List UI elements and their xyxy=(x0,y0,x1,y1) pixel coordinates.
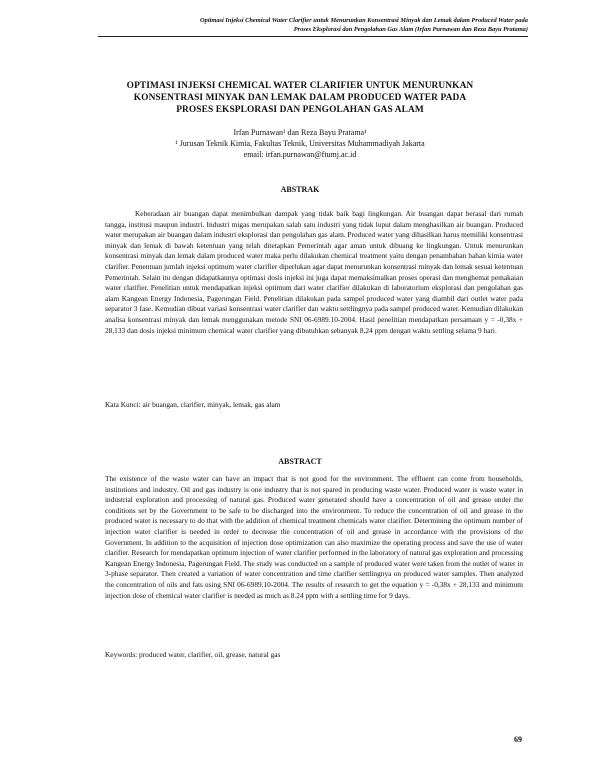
page-number: 69 xyxy=(514,735,522,744)
paper-title-line-1: OPTIMASI INJEKSI CHEMICAL WATER CLARIFIER UNTUK MENURUNKAN xyxy=(126,81,474,91)
paper-title xyxy=(90,80,510,116)
running-header-line-1: Optimasi Injeksi Chemical Water Clarifier untuk Menurunkan Konsentrasi Minyak dan Lemak dalam Produced Water pada xyxy=(200,17,528,24)
abstrak-paragraph: Keberadaan air buangan dapat menimbulkan dampak yang tidak baik bagi lingkungan. Air buangan dapat berasal dari rumah tangga, institusi maupun industri. Industri migas merupakan salah satu industri yang tidak luput dalam menghasilkan air buangan. Produced water merupakan air buangan dalam industri eksplorasi dan pengolahan gas alam. Produced water yang dihasilkan harus memiliki konsentrasi minyak dan lemak di bawah ketentuan yang telah ditetapkan Pemerintah agar aman untuk dibuang ke lingkungan. Untuk menurunkan konsentrasi minyak dan lemak dalam produced water maka perlu dilakukan chemical treatment yaitu dengan penambahan bahan kimia water clarifier. Penentuan jumlah injeksi optimum water clarifier diperlukan agar dapat menurunkan konsentrasi minyak dan lemak sesuai ketentuan Pemerintah. Selain itu dengan didapatkannya optimasi dosis injeksi ini juga dapat memaksimalkan proses operasi dan menghemat pemakaian water clarifier. Penelitian untuk mendapatkan injeksi optimum dari water clarifier dilakukan di laboratorium eksplorasi dan pengolahan gas alam Kangean Energy Indonesia, Pagerungan Field. Penelitian dilakukan pada sampel produced water yang diambil dari outlet water pada separator 3 fase. Kemudian dibuat variasi konsentrasi water clarifier dan waktu settlingnya pada sampel produced water. Kemudian dilakukan analisa konsentrasi minyak dan lemak menggunakan metode SNI 06-6989.10-2004. Hasil penelitian mendapatkan persamaan y = -0,38x + 28,133 dan dosis injeksi minimum chemical water clarifier yang dibutuhkan sebanyak 8,24 ppm dengan waktu settling selama 9 hari. xyxy=(105,209,523,335)
abstract-paragraph: The existence of the waste water can have an impact that is not good for the environment. The effluent can come from households, institutions and industry. Oil and gas industry is one industry that is not spared in producing waste water. Produced water is waste water in industrial exploration and processing of natural gas. Produced water generated should have a concentration of oil and grease under the conditions set by the Government to be safe to be discharged into the environment. To reduce the concentration of oil and grease in the produced water is necessary to do that with the addition of chemical treatment chemicals water clarifier. Determining the optimum number of injection water clarifier is needed in order to decrease the concentration of oil and grease in accordance with the provisions of the Government. In addition to the acquisition of injection dose optimization can also maximize the operating process and save the use of water clarifier. Research for mendapatkan optimum injection of water clarifier performed in the laboratory of natural gas exploration and processing Kangean Energy Indonesia, Pagerungan Field. The study was conducted on a sample of produced water were taken from the outlet of water in 3-phase separator. Then created a variation of water concentration and time clarifier settlingnya on produced water samples. Then analyzed the concentration of oils and fats using SNI 06-6989.10-2004. The results of research to get the equation y = -0,38x + 28,133 and minimum injection dose of chemical water clarifier is needed as much as 8.24 ppm with a settling time for 9 days. xyxy=(105,474,523,600)
paper-title-line-3: PROSES EKSPLORASI DAN PENGOLAHAN GAS ALAM xyxy=(176,105,424,115)
author-email: email: irfan.purnawan@ftumj.ac.id xyxy=(243,150,357,159)
keywords-en: Keywords: produced water, clarifier, oil, grease, natural gas xyxy=(105,650,281,659)
abstract-body xyxy=(105,474,523,601)
paper-title-line-2: KONSENTRASI MINYAK DAN LEMAK DALAM PRODUCED WATER PADA xyxy=(133,93,467,103)
abstrak-heading: ABSTRAK xyxy=(280,185,320,194)
author-names: Irfan Purnawan¹ dan Reza Bayu Pratama¹ xyxy=(233,128,367,137)
author-block xyxy=(100,127,500,160)
kata-kunci: Kata Kunci: air buangan, clarifier, minyak, lemak, gas alam xyxy=(105,400,281,409)
abstrak-body xyxy=(105,209,523,336)
running-header xyxy=(98,16,528,37)
abstract-heading: ABSTRACT xyxy=(278,457,322,466)
author-affiliation: ¹ Jurusan Teknik Kimia, Fakultas Teknik, Universitas Muhammadiyah Jakarta xyxy=(175,139,425,148)
running-header-line-2: Proses Eksplorasi dan Pengolahan Gas Alam (Irfan Purnawan dan Reza Bayu Pratama) xyxy=(293,26,528,33)
